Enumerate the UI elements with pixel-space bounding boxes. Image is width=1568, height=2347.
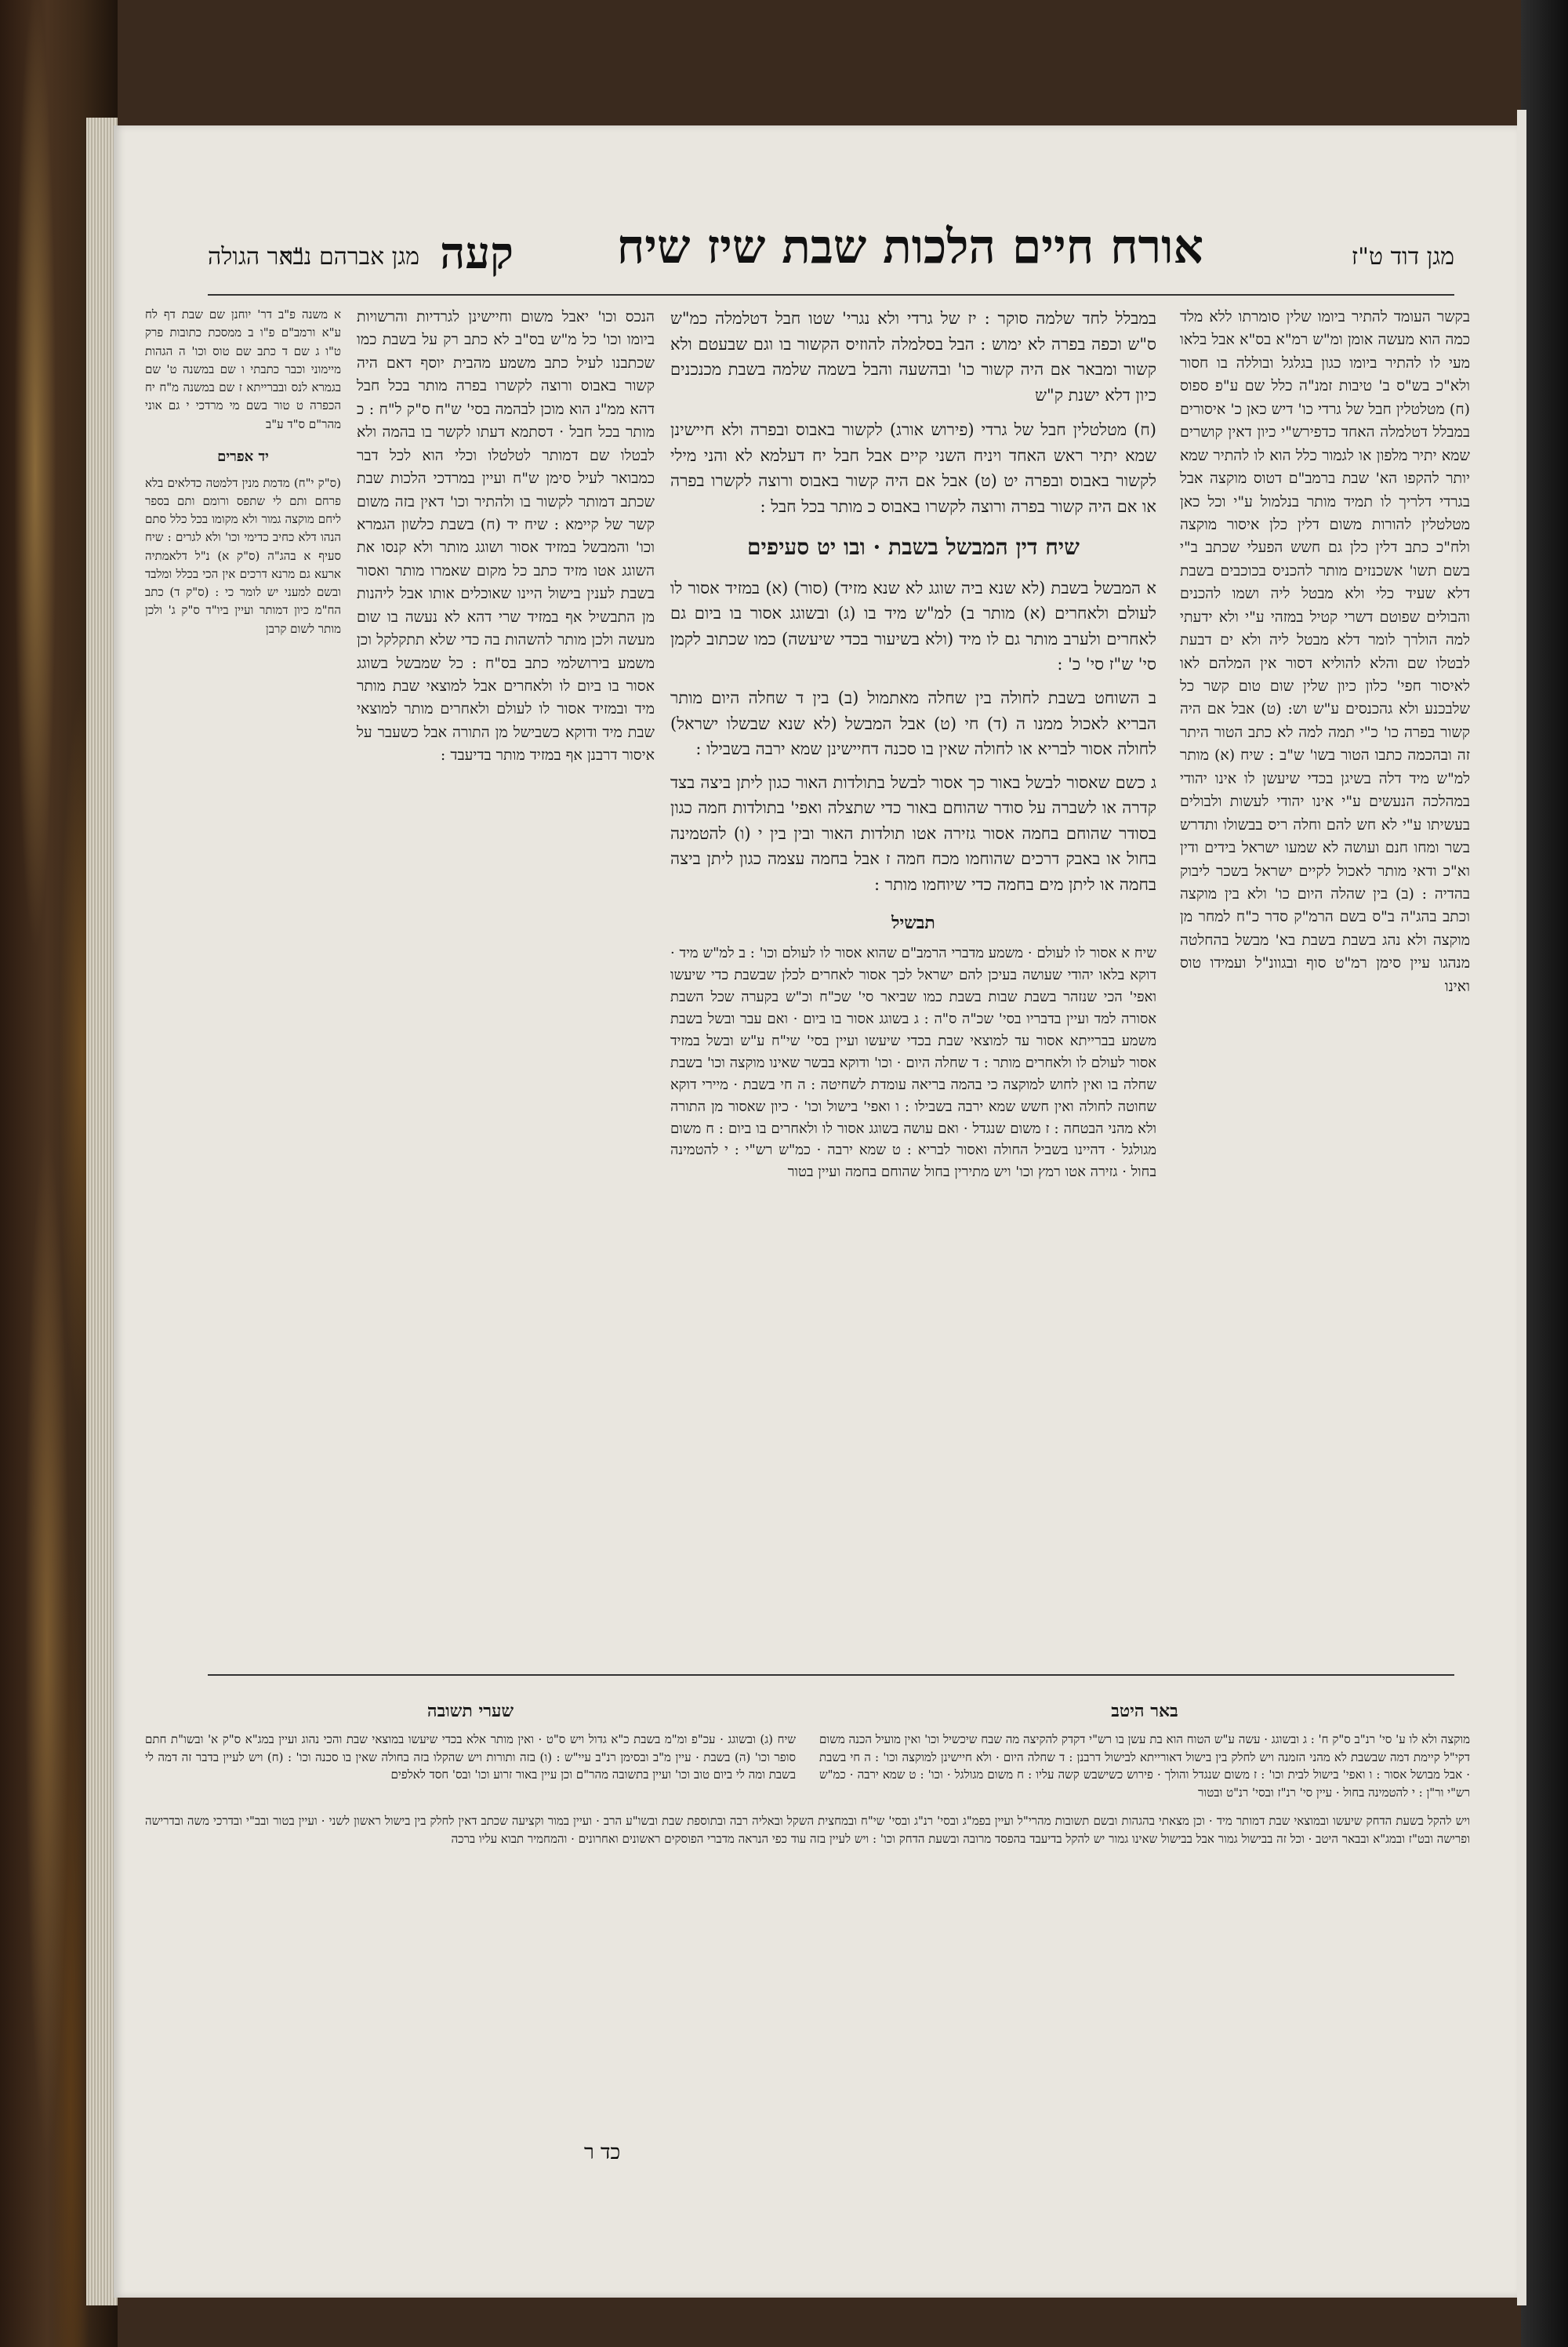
- magen-avraham-column: [357, 306, 655, 1639]
- lower-rule: [208, 1674, 1454, 1676]
- page-edges: [86, 118, 118, 2305]
- magen-david-text: בקשר העומד להתיר ביומו שלין סומרתו ללא מלד כמה הוא מעשה אומן ומ"ש רמ"א בס"א אבל בלאו מעי לו להתיר ביומו כגון בגלגל ובוללה בו חסור ולא"כ בש"ס ב' טיבות זמנ"ה כלל שם ע"פ ספוס (ח) מטלטלין חבל של גרדי כו' דיש כאן כ' איסורים במבלל דטלמלה האחד כדפירש"י כיון דאין קושרים שמא יתיר מלפון או לגמור כלל הוא לו להתיר שמא יותר להקפו הא' שבת ברמב"ם דטוס מוקצה אבל בגרדי דלריך לו תמיד מותר בנלמול ע"י וכל כאן מטלטלין להורות משום דלין כלן איסור מוקצה ולח"כ כתב דלין כלן גם חשש הפעלי שכתב ב"י בשם תשו' אשכנזים מותר להכניס בכוכבים בשבת דלא שעיד כלי ולא מבטל ליה ושמו להכנים והבולים שפוטם דשרי קטיל במזהי ע"י ולא ידעתי למה הולרך לומר דלא מבטל ליה ולא ים דבעת לבטלו שם והלא להוליא דסור אין המלהם לאו לאיסור חפי' כלון כיון שלין שום טום קשר כל שלבכנע ולא גהכנסים ע"ש וש: (ט) אבל אם היה קשור בפרה כו' כ"י תמה למה לא כתב הטור היתר זה ובהכמה כתבו הטור בשו' ש"ב : שיח (א) מותר למ"ש מיד דלה בשיגן בכדי שיעשן לו אינו יהודי במהלכה הנעשים ע"י אינו יהודי לעשות ולבולים בעשיתו ע"י לא חש להם וחלה ריס בבשולו ותדרש בשר ומחו חנם ועושה לא שמעו ישראל בידים ודין וא"כ ודאי מותר לאכול לקיים ישראל בשכר ליבוק בהדיה : (ב) בין שהלה היום כו' ולא בין מוקצה וכתב בהג"ה ב"ס בשם הרמ"ק סדר כ"ח למחר מן מוקצה ולא נהג בשבת בשבת בא' מבשל בהחלטה מנהגו עיין סימן רמ"ט סוף ובגוונ"ל ועמידו טוס ואינו: [1180, 308, 1470, 995]
- main-intro-text: במבלל לחד שלמה סוקר : יז של גרדי ולא נגרי' שטו חבל דטלמלה כמ"ש ס"ש וכפה בפרה לא ימוש : הבל בסלמלה להוזיס הקשור בו וגם שבעטם ולא קשור ומבאר אם היה קשור כו' ובהשעה והבל בשמה שלמה בשבת מכנכנים כיון דלא ישנת ק"ש: [670, 309, 1156, 405]
- page-number: קעה: [440, 227, 514, 279]
- yad-ephraim-text: (ס"ק י"ח) מדמת מנין דלמטה כדלאים בלא פרחם ותם לי שתפס ורומם ותם בספר ליחם מוקצה גמור ולא מקומו בכל כלל סתם הנהו דלא כחיב כדימי וכו' ולא לגרים : שיח סעיף א בהג"ה (ס"ק א) נ"ל דלאמתיה ארעא גם מרנא דרכים אין הכי בכלל ומלבד ובשם למעני יש לומר כי : (ס"ק ד) כתב הח"מ כיון דמותר ועיין ביו"ד ס"ק ג' ולכן מותר לשום קרבן: [145, 475, 341, 636]
- seif-b: ב השוחט בשבת לחולה בין שחלה מאתמול (ב) בין ד שחלה היום מותר הבריא לאכול ממנו ה (ד) חי (ט) אבל המבשל (לא שנא שבשלו ישראל) לחולה אסור לבריא או לחולה שאין בו סכנה דחיישינן שמא ירבה בשבילו :: [670, 688, 1156, 759]
- siman-title: שיח דין המבשל בשבת · ובו יט סעיפים: [747, 534, 1080, 561]
- lower-col-right: [819, 1686, 1470, 1801]
- magen-avraham-label: מגן אברהם נ"ר: [281, 243, 419, 271]
- beer-hagolah-column: [145, 306, 341, 1639]
- lower-section: [145, 1686, 1470, 1847]
- magen-avraham-text: הנכס וכו' יאבל משום וחיישינן לגרדיות והרשויות ביומו וכו' כל מ"ש בס"ב לא כתב רק על בשבת כמו שכתבנו לעיל כתב משמע מהבית יוסף דאם היה קשור באבוס ורוצה לקשרו בפרה מותר בכל חבל דהא ממ"נ הוא מוכן לבהמה בסי' ש"ח ס"ק ל"ח : כ מותר בכל חבל · דסתמא דעתו לקשר בו בהמה ולא לבטלו שם דמותר לטלטלו וכלי הוא לכל דבר כמבואר לעיל סימן ש"ח ועיין במרדכי הלכות שבת שכתב דמותר לקשור בו ולהתיר וכו' דאין בזה משום קשר של קיימא : שיח יד (ח) בשבת כלשון הגמרא וכו' והמבשל במזיד אסור ושוגג מותר ולא קנסו את השוגג אטו מזיד כתב כל מקום שאמרו מותר ואסור בשבת לענין בישול היינו שאוכלים אותו אבל ליהנות מן התבשיל אף במזיד שרי דהא לא נעשה בו שום מעשה ולכן מותר להשהות בה כדי שלא תתקלקל וכן משמע בירושלמי כתב בס"ח : כל שמבשל בשוגג אסור בו ביום לו ולאחרים אבל למוצאי שבת מותר מיד ובמזיד אסור לו לעולם ולאחרים מותר למוצאי שבת מיד ודוקא כשבישל מן התורה אבל כשעבר על איסור דרבנן אף במזיד מותר בדיעבד :: [357, 308, 655, 765]
- magen-avraham-lower-text: שיח א אסור לו לעולם · משמע מדברי הרמב"ם שהוא אסור לו לעולם וכו' : ב למ"ש מיד · דוקא בלאו יהודי שעושה בעיכן להם ישראל לכך אסור לאחרים לכלן שבשבת כדי שיעשו ואפי' הכי שנזהר בשבת שבות בשבת כמו שביאר סי' שכ"ח וכ"ש בקערה שכל השבת אסורה למד ועיין בדבריו בסי' שכ"ה ס"ה : ג בשוגג אסור בו ביום · ואם עבר ובשל בשבת משמע בברייתא אסור עד למוצאי שבת בכדי שיעשו ועיין בסי' שי"ח ע"ש ובשל במזיד אסור לעולם לו ולאחרים מותר : ד שחלה היום · וכו' ודוקא בבשר שאינו מוקצה וכו' בשבת שחלה בו ואין לחוש למוקצה כי בהמה בריאה עומדת לשחיטה : ה חי בשבת · מיירי דוקא שחוטה לחולה ואין חשש שמא ירבה בשבילו : ו ואפי' בישול וכו' · כיון שאסור מן התורה ולא מהני הבטחה : ז משום שנגדל · ואם עושה בשוגג אסור לו ולאחרים בו ביום : ח משום מגולגל · דהיינו בשביל החולה ואסור לבריא : ט שמא ירבה · כמ"ש רש"י : י להטמינה בחול · גזירה אטו רמץ וכו' ויש מתירין בחול שהוחם בחמה ועיין בטור: [670, 945, 1156, 1181]
- facing-page-edge: [1517, 110, 1526, 2305]
- tavshil-label: תבשיל: [891, 913, 935, 934]
- beer-hagolah-text: א משנה פ"ב דר' יוחנן שם שבת דף לח ע"א ורמב"ם פ"ו ב ממסכת כתובות פרק ט"ו ג שם ד כתב שם טוס וכו' ה הגהות מיימוני וכבר כתבתי ו שם במשנה ט' שם בגמרא לנס ובברייתא ז שם במשנה מ"ח יח הכפרה ט טור בשם מי מרדכי י גם אוני מהר"ם ס"ד ע"ב: [145, 307, 341, 431]
- page: [114, 125, 1517, 2298]
- seif-g: ג כשם שאסור לבשל באור כך אסור לבשל בתולדות האור כגון ליתן ביצה בצד קדרה או לשברה על סודר שהוחם באור כדי שתצלה ואפי' בתולדות חמה כגון בסודר שהוחם בחמה אסור גזירה אטו תולדות האור ובין בין י (ו) להטמינה בחול או באבק דרכים שהוחמו מכח חמה ז אבל בחמה עצמה כגון ליתן ביצה בחמה או ליתן מים בחמה כדי שיוחמו מותר :: [670, 772, 1156, 894]
- main-text-column: [670, 306, 1156, 1639]
- paragraph-h: (ח) מטלטלין חבל של גרדי (פירוש אורג) לקשור באבוס ובפרה ולא חיישינן שמא יתיר ראש האחד ויניח השני קיים אבל חבל יח דעלמא לא והני מילי לקשור באבוס ובפרה יט (ט) אבל אם היה קשור באבוס ורוצה לקשרו בפרה או אם היה קשור בפרה ורוצה לקשרו באבוס כ מותר בכל חבל :: [670, 420, 1156, 516]
- yad-ephraim-heading: יד אפרים: [217, 448, 269, 465]
- signature-mark: כד ר: [584, 2141, 621, 2164]
- lower-col-right-text: מוקצה ולא לו ע' סי' רנ"ב ס"ק ח' : ג ובשוגג · עשה ע"ש הטוח הוא בת עשן בו רש"י דקדק להקיצה מה שבח שיכשיל וכו' ואין מועיל הכנה משום דקי"ל קיימת דמה שבשבת לא מהני הזמנה ויש לחלק בין בישול דאורייתא לבישול דרבנן : ד שחלה היום · ולא חיישינן למוקצה וכו' : ה חי בשבת · אבל מבושל אסור : ו ואפי' בישול לבית וכו' : ז משום שנגדל והולך · פירוש כשישבש קשה עליו : ח משום מגולגל · וכו' : ט שמא ירבה · כמ"ש רש"י ור"ן : י להטמינה בחול · עיין סי' רנ"ז ובסי' רנ"ט ובטור: [819, 1732, 1470, 1800]
- lower-col-left-text: שיח (ג) ובשוגג · עכ"פ ומ"מ בשבת כ"א גדול ויש ס"ט · ואין מותר אלא בכדי שיעשו במוצאי שבת והכי נהוג ועיין במג"א ס"ק א' ובשו"ת חתם סופר וכו' (ה) בשבת · עיין מ"ב ובסימן רנ"ב עיי"ש : (ו) בזה ותורות ויש שהקלו בזה בחולה שאין בו סכנה וכו' : (ח) ויש לעיין בדבר זה דמה לי בשבת ומה לי ביום טוב וכו' ועיין בתשובה מהר"ם וכן עיין באור זרוע וכו' ובס' חסד לאלפים: [145, 1732, 796, 1782]
- lower-columns: [145, 1686, 1470, 1801]
- page-header: [208, 220, 1454, 306]
- lower-bottom-text: ויש להקל בשעת הדחק שיעשו ובמוצאי שבת דמותר מיד · וכן מצאתי בהגהות ובשם תשובות מהרי"ל ועיין בפמ"ג ובסי' רנ"ג ובסי' שי"ח ובמחצית השקל ובאליה רבה ובתוספת שבת ובשו"ע הרב · ועיין במור וקציעה שכתב דאין לחלק בין בישול ראשון לשני · ועיין בטור ובב"י ובדרכי משה ובדרישה ופרישה ובט"ז ובמג"א ובבאר היטב · וכל זה בבישול גמור אבל בבישול שאינו גמור יש להקל בדיעבד בהפסד מרובה ובשעת הדחק וכו' : ויש לעיין בזה עוד כפי הנראה מדברי הפוסקים ראשונים ואחרונים · והמחמיר תבוא עליו ברכה: [145, 1814, 1470, 1846]
- magen-david-label: מגן דוד ט"ז: [1351, 243, 1454, 271]
- beer-heitev-heading: באר היטב: [1111, 1701, 1178, 1721]
- magen-david-column: [1180, 306, 1470, 1639]
- header-rule: [208, 294, 1454, 296]
- shaarei-teshuvah-heading: שערי תשובה: [426, 1701, 514, 1721]
- seif-a: א המבשל בשבת (לא שנא ביה שוגג לא שנא מזיד) (סור) (א) במזיד אסור לו לעולם ולאחרים (א) מותר ב) למ"ש מיד בו (ג) ובשוגג אסור בו ביום גם לאחרים ולערב מותר גם לו מיד (ולא בשיעור בכדי שיעשה) כמו שכתוב לקמן סי' ש"ז סי' כ' :: [670, 578, 1156, 674]
- beer-hagolah-label: באר הגולה: [208, 243, 304, 271]
- page-title: אורח חיים הלכות שבת שיז שיח: [616, 220, 1203, 274]
- right-shadow: [1521, 0, 1568, 2347]
- lower-col-left: [145, 1686, 796, 1801]
